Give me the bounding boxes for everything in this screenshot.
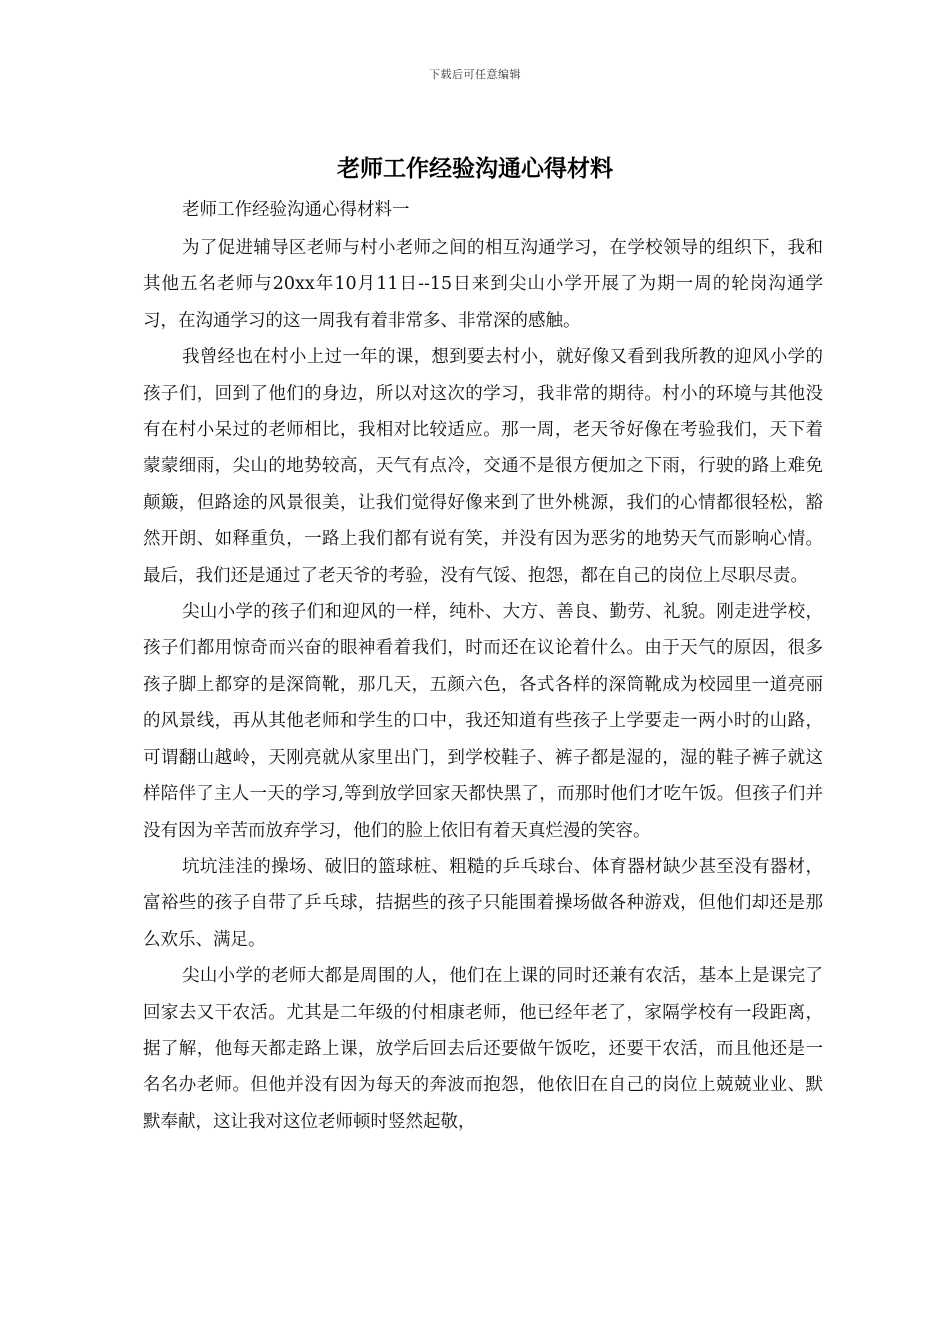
paragraph: 为了促进辅导区老师与村小老师之间的相互沟通学习，在学校领导的组织下，我和其他五名老师与20xx年10月11日--15日来到尖山小学开展了为期一周的轮岗沟通学习，在沟通学习的这一周我有着非常多、非常深的感触。 [143,238,823,331]
header-note: 下载后可任意编辑 [429,68,521,81]
document-title: 老师工作经验沟通心得材料 [337,155,613,182]
paragraph: 尖山小学的老师大都是周围的人，他们在上课的同时还兼有农活，基本上是课完了回家去又干农活。尤其是二年级的付相康老师，他已经年老了，家隔学校有一段距离，据了解，他每天都走路上课，放学后回去后还要做午饭吃，还要干农活，而且他还是一名名办老师。但他并没有因为每天的奔波而抱怨，他依旧在自己的岗位上兢兢业业、默默奉献，这让我对这位老师顿时竖然起敬， [143,966,823,1132]
paragraph: 尖山小学的孩子们和迎风的一样，纯朴、大方、善良、勤劳、礼貌。刚走进学校，孩子们都用惊奇而兴奋的眼神看着我们，时而还在议论着什么。由于天气的原因，很多孩子脚上都穿的是深筒靴，那几天，五颜六色，各式各样的深筒靴成为校园里一道亮丽的风景线，再从其他老师和学生的口中，我还知道有些孩子上学要走一两小时的山路，可谓翻山越岭，天刚亮就从家里出门，到学校鞋子、裤子都是湿的，湿的鞋子裤子就这样陪伴了主人一天的学习,等到放学回家天都快黑了，而那时他们才吃午饭。但孩子们并没有因为辛苦而放弃学习，他们的脸上依旧有着天真烂漫的笑容。 [143,602,823,841]
document-subtitle: 老师工作经验沟通心得材料一 [182,200,410,220]
body-text [143,230,823,1140]
paragraph: 坑坑洼洼的操场、破旧的篮球桩、粗糙的乒乓球台、体育器材缺少甚至没有器材，富裕些的孩子自带了乒乓球，拮据些的孩子只能围着操场做各种游戏，但他们却还是那么欢乐、满足。 [143,856,823,950]
paragraph: 我曾经也在村小上过一年的课，想到要去村小，就好像又看到我所教的迎风小学的孩子们，回到了他们的身边，所以对这次的学习，我非常的期待。村小的环境与其他没有在村小呆过的老师相比，我相对比较适应。那一周，老天爷好像在考验我们，天下着蒙蒙细雨，尖山的地势较高，天气有点冷，交通不是很方便加之下雨，行驶的路上难免颠簸，但路途的风景很美，让我们觉得好像来到了世外桃源，我们的心情都很轻松，豁然开朗、如释重负，一路上我们都有说有笑，并没有因为恶劣的地势天气而影响心情。最后，我们还是通过了老天爷的考验，没有气馁、抱怨，都在自己的岗位上尽职尽责。 [143,347,823,586]
